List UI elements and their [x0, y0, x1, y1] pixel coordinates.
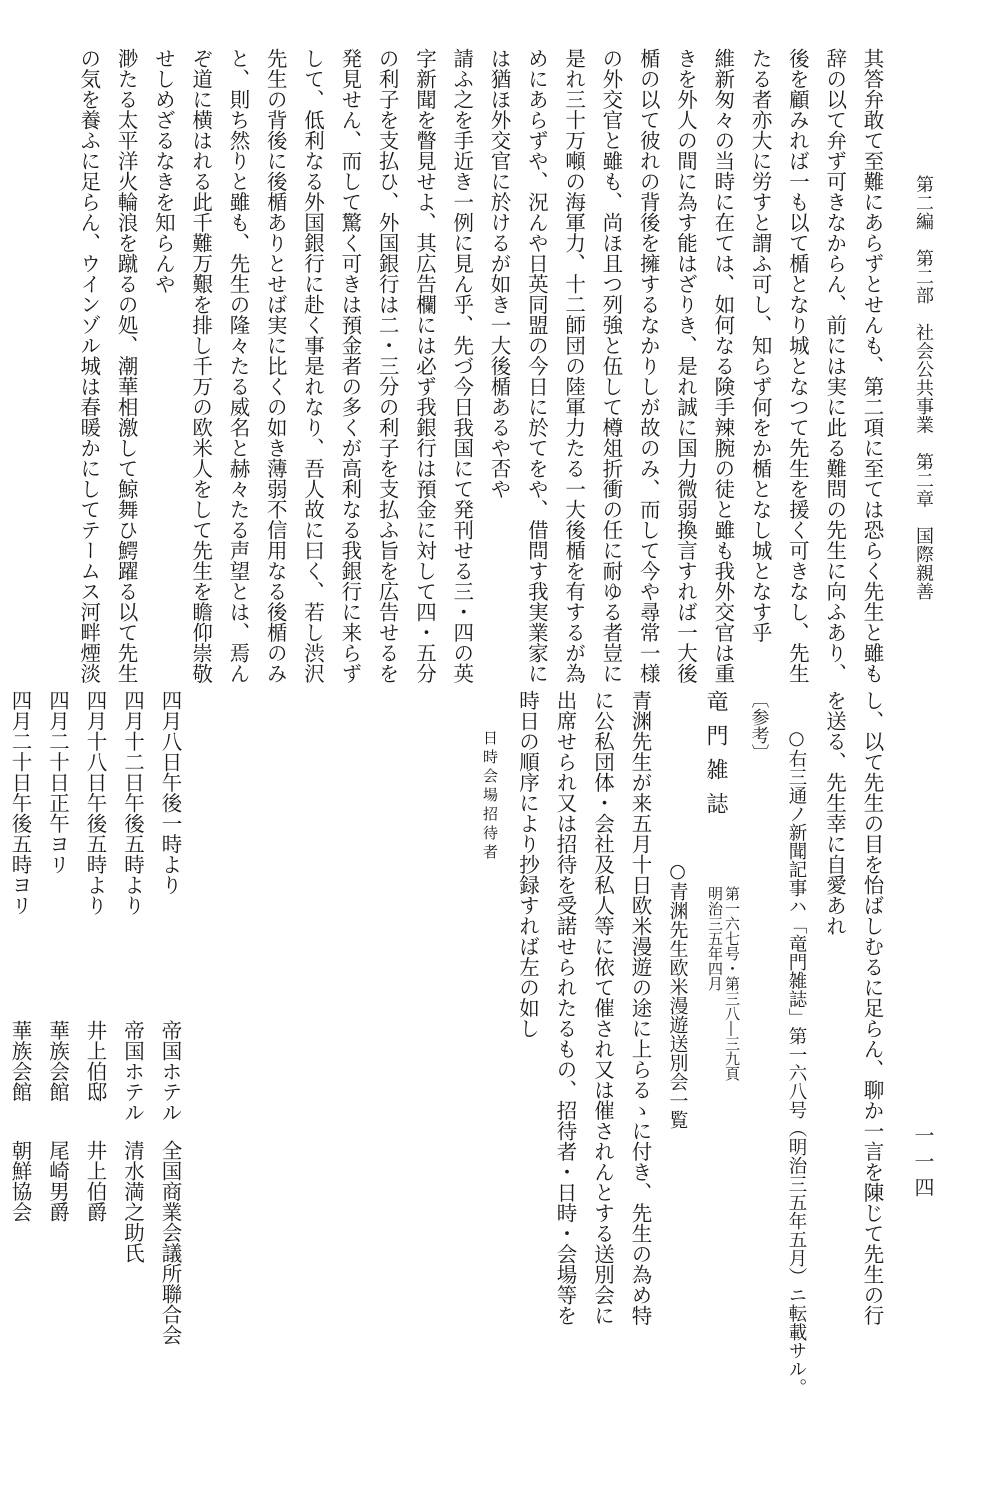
- reference-issue: 第一六七号・第三八―三九頁: [723, 886, 741, 1081]
- row-date: 四月十八日午後五時より: [83, 690, 107, 916]
- row-date: 四月二十日午後五時ヨリ: [8, 690, 32, 916]
- text-line: の気を養ふに足らん、ウインゾル城は春暖かにしてテームス河畔煙淡: [76, 48, 101, 684]
- row-venue: 帝国ホテル: [158, 1020, 182, 1123]
- transcription-note: ○右三通ノ新聞記事ハ「竜門雑誌」第一六八号（明治三五年五月）ニ転載サル。: [786, 728, 807, 1397]
- page-number: 一一四: [911, 1125, 935, 1203]
- row-venue: [0, 1020, 1, 1140]
- schedule-row: [1, 690, 39, 1390]
- row-host: 尾崎男爵: [45, 1140, 70, 1222]
- intro-line: 青渊先生が来五月十日欧米漫遊の途に上らるゝに付き、先生の為め特: [628, 690, 652, 1326]
- text-line: 先生の背後に後楯ありとせば実に比くの如き薄弱不信用なる後楯のみ: [263, 48, 288, 684]
- row-host: 全国商業会議所聯合会: [158, 1140, 182, 1345]
- intro-line: に公私団体・会社及私人等に依て催され又は催されんとする送別会に: [590, 690, 615, 1326]
- reference-citation: [740, 690, 778, 1390]
- reference-label: 〔参考〕: [748, 690, 770, 762]
- upper-text-block: [70, 48, 890, 684]
- schedule-header: [188, 690, 508, 1390]
- header-venue: 会場: [481, 768, 499, 806]
- continuation-line: し、以て先生の目を怡ばしむるに足らん、聊か一言を陳じて先生の行: [860, 690, 884, 1326]
- row-venue: 華族会館: [45, 1020, 70, 1102]
- reference-title-line: [696, 690, 741, 1390]
- text-line: 維新匆々の当時に在ては、如何なる険手辣腕の徒と雖も我外交官は重: [710, 48, 735, 684]
- running-header: [908, 175, 938, 605]
- text-line: 字新聞を瞥見せよ、其広告欄には必ず我銀行は預金に対して四・五分: [412, 48, 437, 684]
- text-line: 発見せん、而して驚く可きは預金者の多くが高利なる我銀行に来らず: [337, 48, 362, 684]
- row-date: 四月八日午後一時より: [158, 690, 182, 895]
- text-line: 渺たる太平洋火輪浪を蹴るの処、潮華相激して鯨舞ひ鰐躍る以て先生: [114, 48, 139, 684]
- text-line: めにあらずや、況んや日英同盟の今日に於てをや、借問す我実業家に: [524, 48, 549, 684]
- text-line: 請ふ之を手近き一例に見ん乎、先づ今日我国にて発刊せる三・四の英: [449, 48, 474, 684]
- text-line: は猶ほ外交官に於けるが如き一大後楯あるや否や: [487, 48, 512, 499]
- text-line: して、低利なる外国銀行に赴く事是れなり、吾人故に曰く、若し渋沢: [300, 48, 325, 684]
- text-line: 後を顧みれば一も以て楯となり城となつて先生を援く可きなし、先生: [785, 48, 810, 684]
- reference-heading: ○青渊先生欧米漫遊送別会一覧: [666, 860, 689, 1129]
- text-line: 是れ三十万噸の海軍力、十二師団の陸軍力たる一大後楯を有するが為: [561, 48, 586, 684]
- text-line: の外交官と雖も、尚ほ且つ列強と伍して樽俎折衝の任に耐ゆる者豈に: [598, 48, 623, 684]
- row-host: [0, 1140, 1, 1263]
- header-date: 日時: [481, 730, 499, 768]
- text-line: きを外人の間に為す能はざりき、是れ誠に国力微弱換言すれば一大後: [673, 48, 698, 684]
- row-date: 四月十二日午後五時より: [120, 690, 145, 916]
- text-line: たる者亦大に労すと謂ふ可し、知らず何をか楯となし城となす乎: [748, 48, 773, 643]
- lower-text-block: [8, 690, 890, 1397]
- text-line: 楯の以て彼れの背後を擁するなかりしが故のみ、而して今や尋常一様: [636, 48, 661, 684]
- intro-line: 時日の順序により抄録すれば左の如し: [515, 690, 540, 1039]
- intro-line: 出席せられ又は招待を受諾せられたるもの、招待者・日時・会場等を: [553, 690, 577, 1326]
- running-title: 第二編 第二部 社会公共事業 第二章 国際親善: [913, 175, 934, 601]
- header-host: 招待者: [481, 806, 499, 863]
- text-line: と、則ち然りと雖も、先生の隆々たる威名と赫々たる声望とは、焉ん: [225, 48, 250, 684]
- row-host: 朝鮮協会: [8, 1140, 32, 1222]
- reference-meta: [706, 886, 740, 1081]
- schedule-row: [113, 690, 151, 1390]
- row-date: [0, 690, 1, 1020]
- schedule-row: [151, 690, 189, 1390]
- reference-title: 竜門雑誌: [703, 690, 728, 826]
- schedule-row: [38, 690, 76, 1390]
- row-date: 四月二十日正午ヨリ: [45, 690, 70, 875]
- text-line: 其答弁敢て至難にあらずとせんも、第二項に至ては恐らく先生と雖も: [860, 48, 884, 684]
- schedule-row: [76, 690, 114, 1390]
- row-venue: 帝国ホテル: [120, 1020, 145, 1123]
- schedule-row: [0, 690, 1, 1390]
- text-line: の利子を支払ひ、外国銀行は二・三分の利子を支払ふ旨を広告せるを: [375, 48, 400, 684]
- text-line: 辞の以て弁ず可きなからん、前には実に此る難問の先生に向ふあり、: [822, 48, 847, 684]
- row-venue: 華族会館: [8, 1020, 32, 1102]
- row-host: 井上伯爵: [83, 1140, 107, 1222]
- text-line: せしめざるなきを知らんや: [151, 48, 176, 294]
- text-line: ぞ道に横はれる此千難万艱を排し千万の欧米人をして先生を瞻仰崇敬: [188, 48, 213, 684]
- row-venue: 井上伯邸: [83, 1020, 107, 1102]
- row-host: 清水満之助氏: [120, 1140, 145, 1263]
- reference-date: 明治三五年四月: [706, 886, 724, 991]
- continuation-line: を送る、先生幸に自愛あれ: [822, 690, 847, 936]
